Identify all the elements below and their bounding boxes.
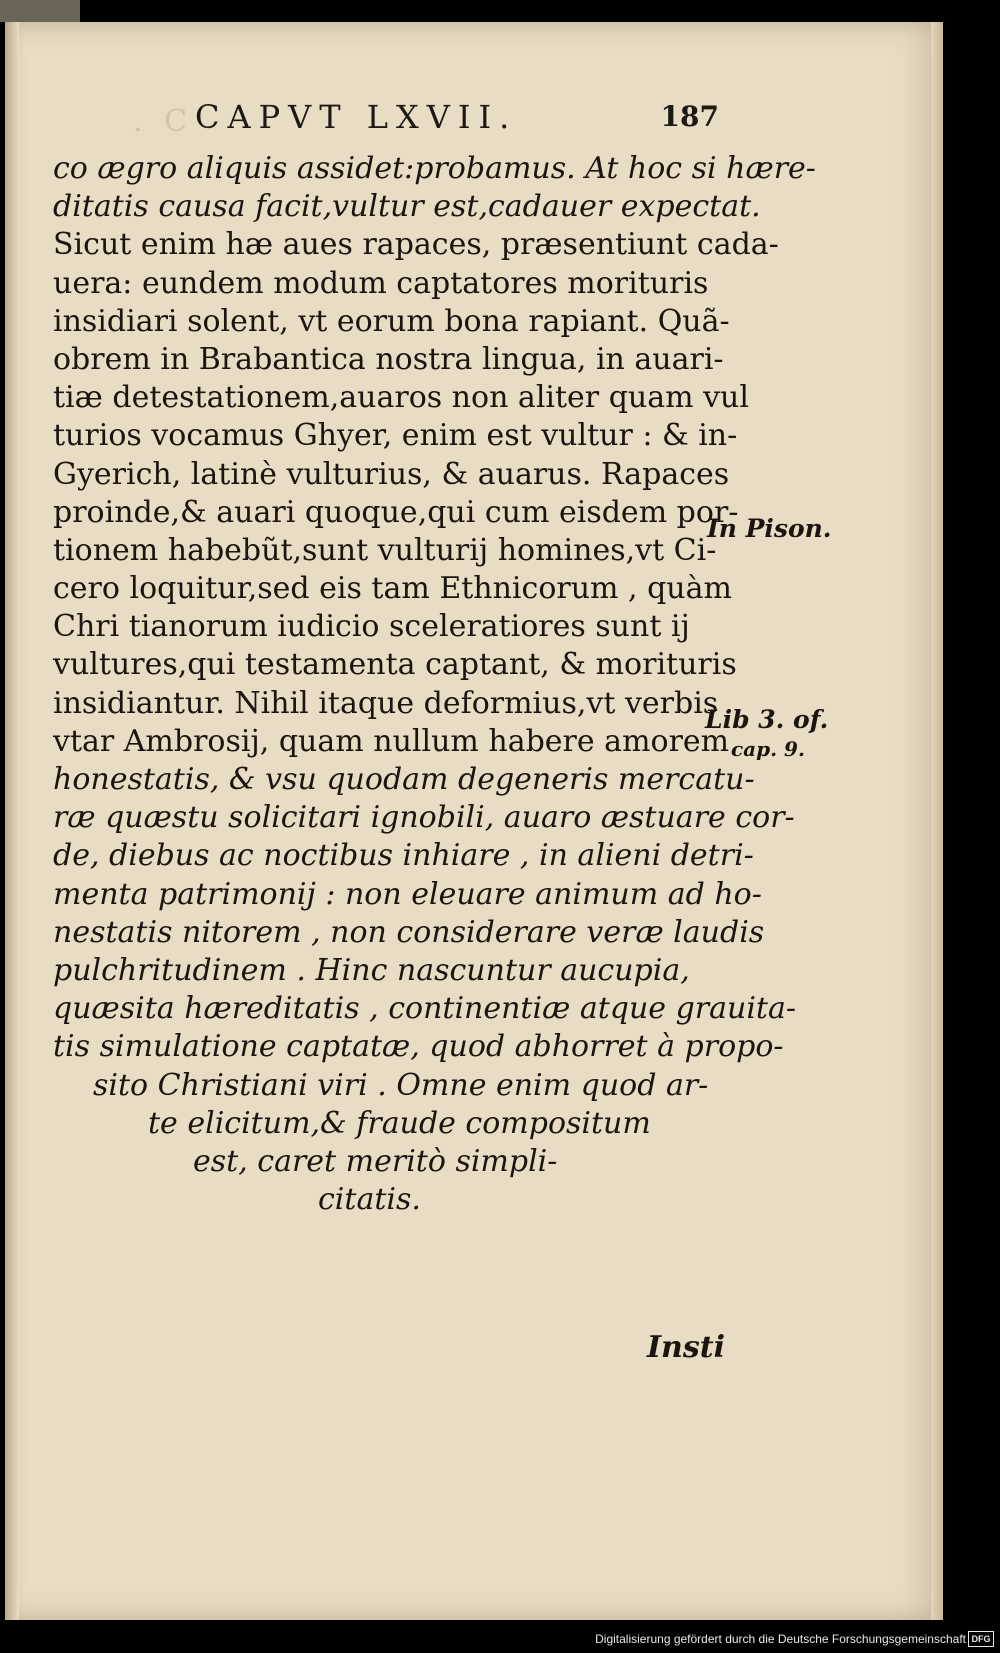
text-line: menta patrimonij : non eleuare animum ad ho- [53,876,762,912]
text-line: sito Christiani viri . Omne enim quod ar- [93,1067,709,1103]
text-line: insidiari solent, vt eorum bona rapiant. Quã- [53,303,730,339]
text-line: quæsita hæreditatis , continentiæ atque grauita- [53,991,796,1027]
scan-edge [0,0,80,22]
margin-note: Lib 3. of. [705,705,829,734]
funding-credit: Digitalisierung gefördert durch die Deutsche Forschungsgemeinschaft [595,1632,966,1646]
text-line: vultures,qui testamenta captant, & morituris [53,647,737,683]
text-line: ditatis causa facit,vultur est,cadauer expectat. [53,189,761,225]
text-line: pulchritudinem . Hinc nascuntur aucupia, [53,952,690,988]
text-line: Gyerich, latinè vulturius, & auarus. Rapaces [53,456,730,492]
text-line: honestatis, & vsu quodam degeneris mercatu- [53,762,755,797]
text-line: tionem habebũt,sunt vulturij homines,vt Ci- [53,532,717,568]
text-line: te elicitum,& fraude compositum [148,1105,651,1141]
running-title: CAPVT LXVII. [195,98,518,136]
text-line: citatis. [318,1182,421,1218]
text-line: nestatis nitorem , non considerare veræ laudis [53,914,765,950]
text-line: tis simulatione captatæ, quod abhorret à propo- [53,1029,784,1065]
text-line: uera: eundem modum captatores morituris [53,265,709,301]
book-page [5,22,943,1620]
margin-note: In Pison. [707,514,832,543]
text-line: ræ quæstu solicitari ignobili, auaro æstuare cor- [53,800,795,836]
text-line: tiæ detestationem,auaros non aliter quam vul [53,380,749,416]
margin-note: cap. 9. [731,737,805,762]
text-line: est, caret meritò simpli- [193,1143,558,1179]
text-line: proinde,& auari quoque,qui cum eisdem por- [53,494,739,530]
text-line: Sicut enim hæ aues rapaces, præsentiunt cada- [53,227,779,263]
text-line: obrem in Brabantica nostra lingua, in auari- [53,341,724,377]
footer-bar [0,1623,1000,1653]
catchword: Insti [647,1330,725,1365]
page-edge [931,22,943,1620]
text-line: insidiantur. Nihil itaque deformius,vt verbis [53,685,719,721]
text-line: Chri tianorum iudicio sceleratiores sunt ij [53,609,690,645]
dfg-logo: DFG [968,1631,994,1647]
bleed-through-text: . C [133,104,194,139]
page-number: 187 [660,100,719,133]
text-line: de, diebus ac noctibus inhiare , in alieni detri- [53,838,754,874]
page-gutter [5,22,19,1620]
text-line: cero loquitur,sed eis tam Ethnicorum , quàm [53,571,732,607]
text-line: turios vocamus Ghyer, enim est vultur : & in- [53,418,738,454]
page-header [45,88,735,138]
text-line: vtar Ambrosij, quam nullum habere amorem [53,723,730,759]
text-line: co ægro aliquis assidet:probamus. At hoc si hære- [53,151,816,186]
